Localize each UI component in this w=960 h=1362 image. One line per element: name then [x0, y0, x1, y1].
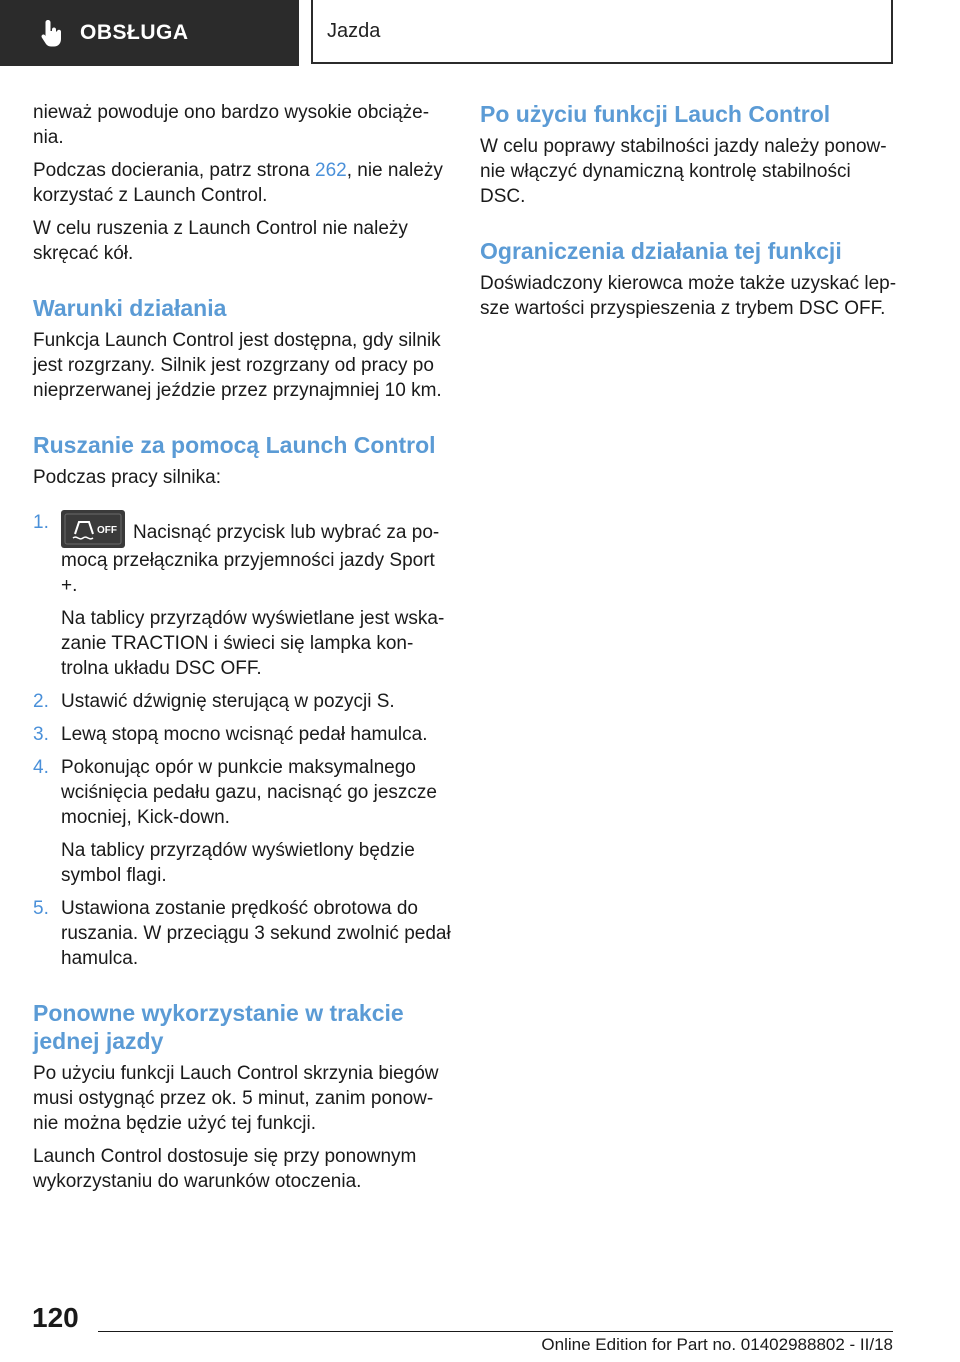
- chapter-title: Jazda: [327, 19, 381, 42]
- text-span: , nie należy korzystać z Launch Control.: [33, 160, 443, 206]
- section-title: OBSŁUGA: [80, 21, 189, 44]
- section-heading: Po użyciu funkcji Lauch Control: [480, 101, 831, 127]
- paragraph: Doświadczony kierowca może także uzyskać lep-sze wartości przyspieszenia z trybem DSC OFF.: [480, 273, 897, 319]
- list-item: [33, 896, 453, 971]
- step-note: Na tablicy przyrządów wyświetlony będzie symbol flagi.: [61, 840, 415, 886]
- step-number: 4.: [33, 757, 49, 778]
- paragraph: [33, 158, 453, 208]
- step-number: 5.: [33, 898, 49, 919]
- chapter-tab: [311, 0, 893, 64]
- paragraph: Launch Control dostosuje się przy ponownym wykorzystaniu do warunków otoczenia.: [33, 1146, 417, 1192]
- step-number: 3.: [33, 724, 49, 745]
- page-link[interactable]: 262: [315, 160, 347, 181]
- footer-divider: [98, 1331, 893, 1332]
- dsc-off-button-icon: [61, 510, 125, 548]
- step-text: Lewą stopą mocno wcisnąć pedał hamulca.: [61, 724, 428, 745]
- left-column: [33, 100, 453, 1202]
- steps-list: [33, 510, 453, 971]
- edition-info: Online Edition for Part no. 01402988802 - II/18: [541, 1335, 893, 1354]
- list-item: [33, 755, 453, 888]
- text-span: Podczas docierania, patrz strona: [33, 160, 315, 181]
- step-text: Ustawić dźwignię sterującą w pozycji S.: [61, 691, 395, 712]
- section-tab: [0, 0, 299, 66]
- paragraph: Po użyciu funkcji Lauch Control skrzynia biegów musi ostygnąć przez ok. 5 minut, zanim ponow-nie można będzie użyć tej funkcji.: [33, 1063, 439, 1134]
- hand-pointer-icon: [40, 18, 64, 48]
- step-text: Nacisnąć przycisk lub wybrać za po-mocą przełącznika przyjemności jazdy Sport +.: [61, 522, 440, 596]
- section-heading: Ruszanie za pomocą Launch Control: [33, 432, 436, 458]
- icon-off-label: OFF: [97, 525, 117, 536]
- paragraph: Funkcja Launch Control jest dostępna, gdy silnik jest rozgrzany. Silnik jest rozgrzany od pracy po nieprzerwanej jeździe przez przynajmniej 10 km.: [33, 330, 442, 401]
- paragraph: Podczas pracy silnika:: [33, 467, 221, 488]
- step-number: 1.: [33, 512, 49, 533]
- step-text: Ustawiona zostanie prędkość obrotowa do ruszania. W przeciągu 3 sekund zwolnić pedał hamulca.: [61, 898, 451, 969]
- list-item: [33, 689, 453, 714]
- list-item: [33, 510, 453, 681]
- step-text: Pokonując opór w punkcie maksymalnego wciśnięcia pedału gazu, nacisnąć go jeszcze mocniej, Kick-down.: [61, 757, 437, 828]
- step-note: Na tablicy przyrządów wyświetlane jest wska-zanie TRACTION i świeci się lampka kon-trolna układu DSC OFF.: [61, 608, 445, 679]
- paragraph: nieważ powoduje ono bardzo wysokie obciąże-nia.: [33, 102, 430, 148]
- page-number: 120: [32, 1302, 79, 1333]
- paragraph: W celu poprawy stabilności jazdy należy ponow-nie włączyć dynamiczną kontrolę stabilności DSC.: [480, 136, 887, 207]
- list-item: [33, 722, 453, 747]
- paragraph: W celu ruszenia z Launch Control nie należy skręcać kół.: [33, 218, 408, 264]
- section-heading: Ponowne wykorzystanie w trakcie jednej jazdy: [33, 1000, 404, 1054]
- section-heading: Warunki działania: [33, 295, 227, 321]
- section-heading: Ograniczenia działania tej funkcji: [480, 238, 842, 264]
- step-number: 2.: [33, 691, 49, 712]
- right-column: [480, 100, 900, 329]
